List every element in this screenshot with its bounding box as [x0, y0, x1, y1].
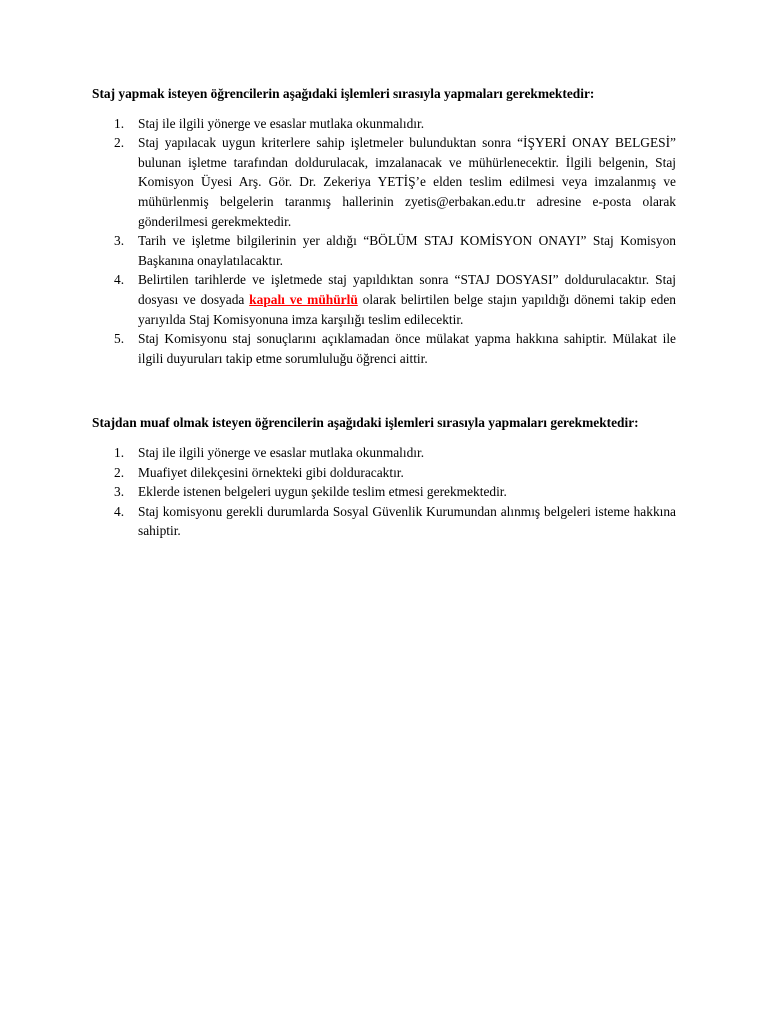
list-item: [92, 482, 676, 502]
list-item: [92, 231, 676, 270]
list-item: [92, 443, 676, 463]
list-number: 1.: [114, 444, 125, 460]
list-item: [92, 270, 676, 329]
list-item-text: Muafiyet dilekçesini örnekteki gibi dolduracaktır.: [138, 464, 404, 480]
list-number: 4.: [114, 503, 125, 519]
section-exemption: [92, 413, 676, 541]
list-item-text: olarak belirtilen belge stajın yapıldığı dönemi takip eden yarıyılda Staj Komisyonuna imza karşılığı teslim edilecektir.: [138, 291, 677, 327]
list-item-text: Staj Komisyonu staj sonuçlarını açıklamadan önce mülakat yapma hakkına sahiptir. Mülakat ile ilgili duyuruları takip etme sorumluluğu öğrenci aittir.: [138, 331, 676, 366]
section-heading: Stajdan muaf olmak isteyen öğrencilerin aşağıdaki işlemleri sırasıyla yapmaları gerekmektedir:: [92, 415, 639, 431]
list-number: 2.: [114, 135, 125, 151]
list-number: 1.: [114, 115, 125, 131]
list-item: [92, 133, 676, 231]
list-item-text: Staj yapılacak uygun kriterlere sahip işletmeler bulunduktan sonra “İŞYERİ ONAY BELGESİ” bulunan işletme tarafından doldurulacak, imzalanacak ve mühürlenecektir. İlgili belgenin, Staj Komisyon Üyesi Arş. Gör. Dr. Zekeriya YETİŞ’e elden teslim edilmesi veya imzalanmış ve mühürlenmiş belgelerin taranmış hallerinin zyetis@erbakan.edu.tr adresine e-posta olarak gönderilmesi gerekmektedir.: [138, 135, 676, 229]
numbered-list: [92, 114, 676, 369]
list-item-text: Tarih ve işletme bilgilerinin yer aldığı “BÖLÜM STAJ KOMİSYON ONAYI” Staj Komisyon Başkanına onaylatılacaktır.: [138, 233, 676, 268]
list-item: [92, 463, 676, 483]
list-item-text: Staj komisyonu gerekli durumlarda Sosyal Güvenlik Kurumundan alınmış belgeleri isteme hakkına sahiptir.: [138, 503, 676, 539]
document-page: [92, 84, 676, 541]
list-item: [92, 502, 676, 541]
numbered-list: [92, 443, 676, 541]
list-item-text: Eklerde istenen belgeleri uygun şekilde teslim etmesi gerekmektedir.: [138, 484, 507, 500]
list-item-text: Belirtilen tarihlerde ve işletmede staj yapıldıktan sonra “STAJ DOSYASI” doldurulacaktır. Staj dosyası ve dosyada: [138, 272, 676, 307]
list-item: [92, 114, 676, 134]
list-number: 3.: [114, 233, 125, 249]
list-item-text: Staj ile ilgili yönerge ve esaslar mutlaka okunmalıdır.: [138, 444, 425, 460]
section-heading: Staj yapmak isteyen öğrencilerin aşağıdaki işlemleri sırasıyla yapmaları gerekmektedir:: [92, 86, 595, 101]
highlighted-text: kapalı ve mühürlü: [249, 291, 358, 307]
list-item: [92, 329, 676, 368]
list-number: 3.: [114, 484, 125, 500]
list-item-text: Staj ile ilgili yönerge ve esaslar mutlaka okunmalıdır.: [138, 115, 425, 131]
section-internship: [92, 84, 676, 368]
list-number: 5.: [114, 331, 125, 347]
list-number: 4.: [114, 272, 125, 288]
list-number: 2.: [114, 464, 125, 480]
